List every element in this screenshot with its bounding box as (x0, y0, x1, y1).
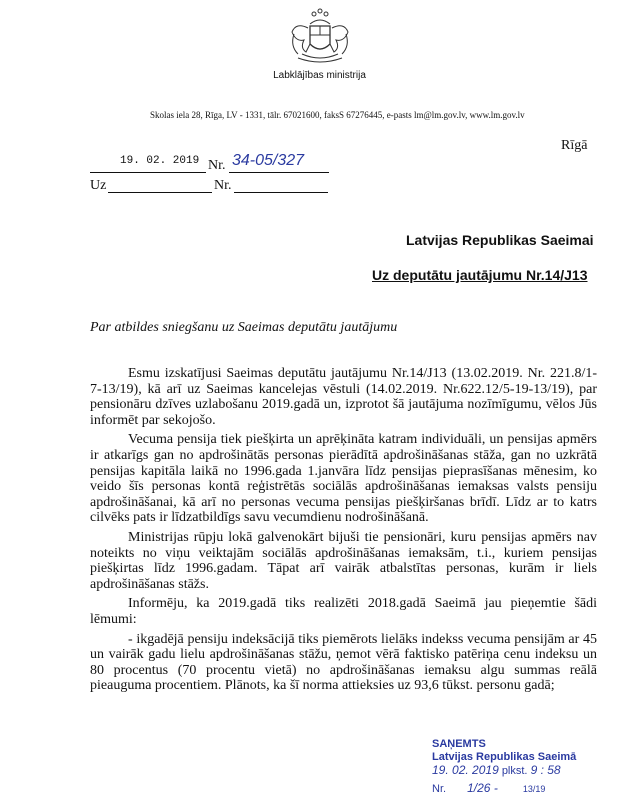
body-paragraph: Ministrijas rūpju lokā galvenokārt bijuši tie pensionāri, kuru pensijas apmērs nav noteikts no viņu veiktajām sociālās apdrošināšanas iemaksām, t.i., kuriem pensijas piešķirtas līdz 1996.gadam. Tāpat arī vairāk atbalstītas personas, kurām ir liels apdrošināšanas stāžs. (90, 529, 597, 592)
addressee: Latvijas Republikas Saeimai (406, 232, 594, 248)
uz-nr-underline (234, 192, 328, 193)
stamp-nr: 1/26 - (467, 781, 498, 795)
stamp-plkst-label: plkst. (501, 765, 528, 777)
letter-number: 34-05/327 (232, 152, 305, 169)
letter-body (90, 366, 597, 694)
stamp-time: 9 : 58 (530, 763, 561, 777)
ministry-name: Labklājības ministrija (273, 70, 366, 81)
body-paragraph: Esmu izskatījusi Saeimas deputātu jautājumu Nr.14/J13 (13.02.2019. Nr. 221.8/1-7-13/19), kā arī uz Saeimas kancelejas vēstuli (14.02.2019. Nr.622.12/5-19-13/19), par pensionāru dzīves uzlabošanu 2019.gadā un, izprotot šā jautājuma nozīmīgumu, vēlos Jūs informēt par sekojošo. (90, 366, 597, 428)
uz-label: Uz (90, 178, 107, 193)
date-underline (90, 172, 206, 173)
stamp-nr-label: Nr. (432, 783, 447, 795)
contacts-line: Skolas iela 28, Rīga, LV - 1331, tālr. 67021600, faksS 67276445, e-pasts lm@lm.gov.lv, www.lm.gov.lv (150, 110, 525, 120)
uz-nr-label: Nr. (214, 178, 232, 193)
letter-date: 19. 02. 2019 (120, 155, 200, 167)
city: Rīgā (561, 138, 588, 153)
subject-reference: Uz deputātu jautājumu Nr.14/J13 (372, 267, 588, 283)
letter-title: Par atbildes sniegšanu uz Saeimas deputātu jautājumu (90, 320, 398, 335)
nr-label: Nr. (208, 158, 226, 173)
uz-underline (108, 192, 212, 193)
latvia-coat-of-arms-icon (280, 6, 360, 68)
stamp-nr-suffix: 13/19 (522, 784, 546, 794)
stamp-organization: Latvijas Republikas Saeimā (432, 751, 577, 763)
body-paragraph: Vecuma pensija tiek piešķirta un aprēķināta katram individuāli, un pensijas apmērs ir atkarīgs gan no apdrošinātās personas pierādītā apdrošināšanas stāža, gan no uzkrātā pensijas kapitāla laikā no 1996.gada 1.janvāra līdz pensijas pieprasīšanas mēnesim, ko veido šīs personas kontā reģistrētās sociālās apdrošināšanas iemaksas valsts pensiju apdrošināšanai, kā arī no personas vecuma pensijas piešķiršanas brīdī. Līdz ar to katrs cilvēks pats ir līdzatbildīgs savu vecumdienu nodrošināšanā. (90, 432, 597, 526)
nr-underline (229, 172, 329, 173)
body-paragraph: Informēju, ka 2019.gadā tiks realizēti 2018.gadā Saeimā jau pieņemtie šādi lēmumi: (90, 596, 597, 627)
body-paragraph: - ikgadējā pensiju indeksācijā tiks piemērots lielāks indekss vecuma pensijām ar 45 un vairāk gadu lielu apdrošināšanas stāžu, ņemot vērā faktisko patēriņa cenu indeksu un 80 procentus (70 procentu vietā) no apdrošināšanas iemaksu algu summas reālā pieauguma procentiem. Plānots, ka šī norma attieksies uz 93,6 tūkst. personu gadā; (90, 631, 597, 694)
stamp-year: 19 (485, 763, 499, 777)
stamp-title: SAŅEMTS (432, 738, 486, 750)
stamp-date: 19. 02. 20 (432, 763, 486, 777)
received-stamp (432, 738, 612, 796)
